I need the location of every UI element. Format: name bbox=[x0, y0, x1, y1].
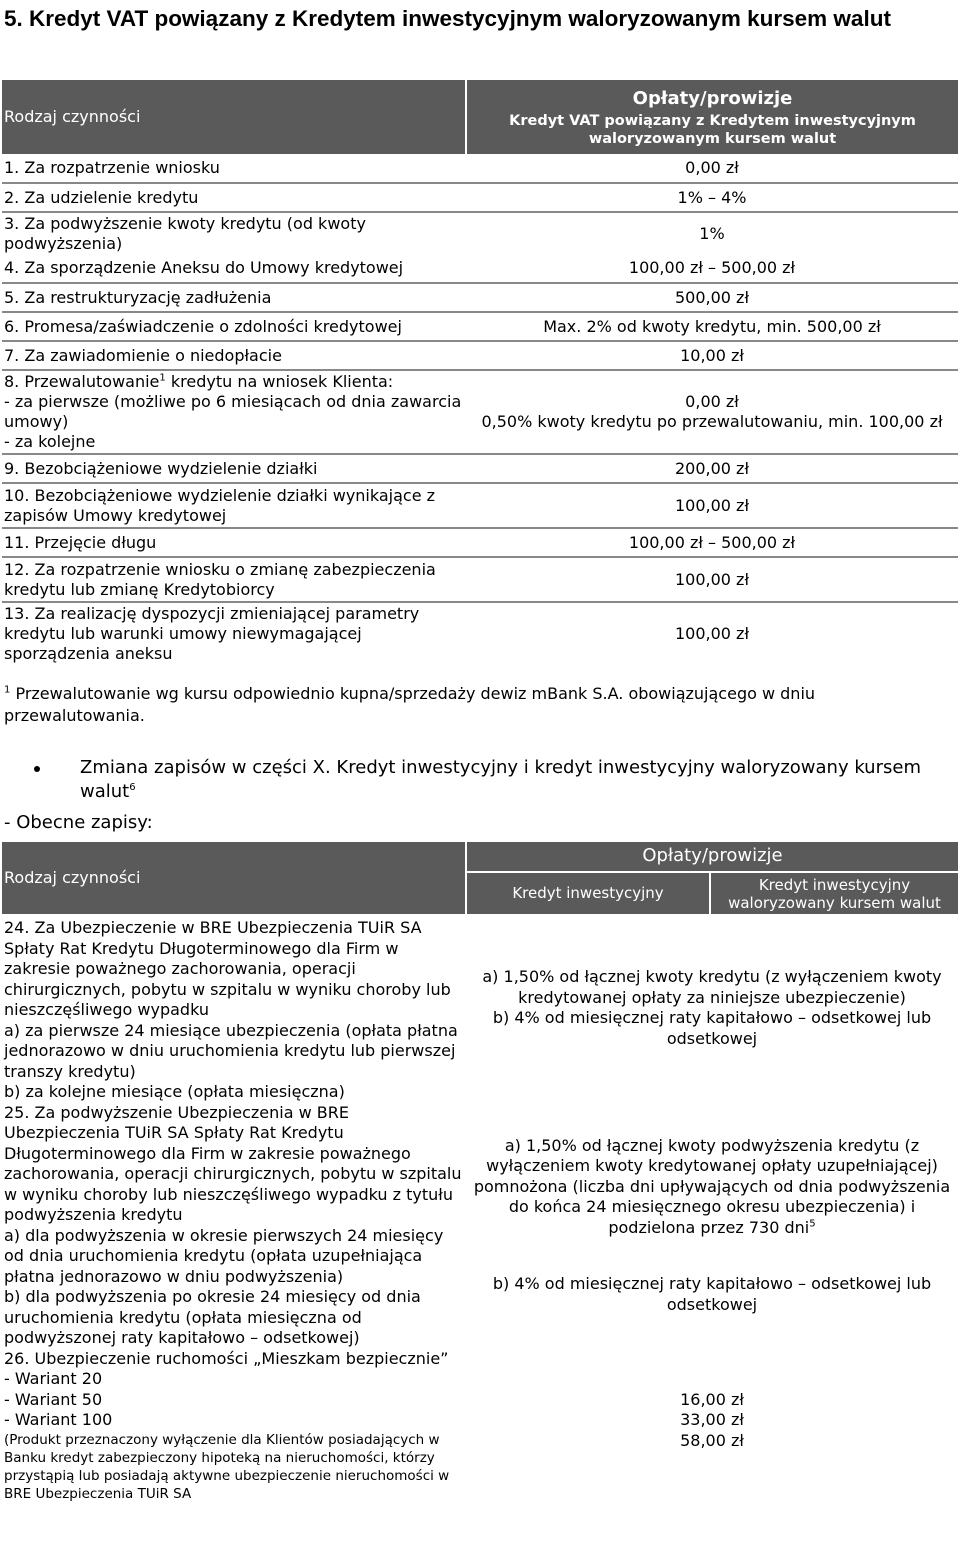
row-value bbox=[466, 370, 958, 454]
bullet-icon bbox=[34, 766, 40, 772]
footnote-ref: 5 bbox=[809, 1218, 816, 1230]
header-activity: Rodzaj czynności bbox=[4, 867, 141, 887]
bullet-footnote-ref: 6 bbox=[129, 782, 136, 793]
footnote-ref: 1 bbox=[159, 372, 166, 384]
row-value-part: 58,00 zł bbox=[680, 1430, 744, 1450]
row-label: 1. Za rozpatrzenie wniosku bbox=[4, 158, 220, 177]
header-product: Kredyt VAT powiązany z Kredytem inwestycyjnym waloryzowanym kursem walut bbox=[509, 113, 916, 147]
table-row bbox=[2, 254, 958, 283]
row-label: 9. Bezobciążeniowe wydzielenie działki bbox=[4, 458, 318, 478]
row-label-sub: b) za kolejne miesiące (opłata miesięczna) bbox=[4, 1082, 345, 1101]
row-label-main: 26. Ubezpieczenie ruchomości „Mieszkam bezpiecznie” bbox=[4, 1348, 449, 1368]
row-label: 7. Za zawiadomienie o niedopłacie bbox=[4, 345, 282, 365]
row-label: 5. Za restrukturyzację zadłużenia bbox=[4, 287, 272, 307]
table-row bbox=[2, 154, 958, 183]
row-label bbox=[2, 1349, 466, 1503]
table-row bbox=[2, 1103, 958, 1349]
table-row bbox=[2, 602, 958, 664]
row-value-part: 16,00 zł bbox=[680, 1389, 744, 1409]
row-value: 200,00 zł bbox=[674, 458, 749, 478]
row-value-part: b) 4% od miesięcznej raty kapitałowo – odsetkowej lub odsetkowej bbox=[492, 1008, 932, 1048]
footnote-number: 1 bbox=[4, 684, 11, 696]
header-fees-cell bbox=[466, 80, 958, 154]
table-row bbox=[2, 1349, 958, 1503]
table-row bbox=[2, 283, 958, 312]
row-label-part: - za pierwsze (możliwe po 6 miesiącach od dnia zawarcia umowy) bbox=[4, 392, 462, 431]
section-title: 5. Kredyt VAT powiązany z Kredytem inwestycyjnym waloryzowanym kursem walut bbox=[4, 6, 891, 31]
row-value bbox=[466, 914, 958, 1103]
table-row bbox=[2, 341, 958, 370]
table-row bbox=[2, 528, 958, 557]
bullet-text bbox=[80, 756, 955, 804]
spacer bbox=[472, 1238, 952, 1274]
row-value: 0,00 zł bbox=[685, 158, 739, 177]
table-header-row bbox=[2, 80, 958, 154]
row-note: (Produkt przeznaczony wyłączenie dla Klientów posiadających w Banku kredyt zabezpieczony hipoteką na nieruchomości, którzy przystąpią lub posiadają aktywne ubezpieczenie nieruchomości w BRE Ubezpieczenia TUiR SA bbox=[4, 1431, 450, 1502]
table-row bbox=[2, 454, 958, 483]
row-value: 1% – 4% bbox=[677, 187, 747, 207]
row-label-sub: b) dla podwyższenia po okresie 24 miesięcy od dnia uruchomienia kredytu (opłata miesięczna od podwyższonej raty kapitałowo – odsetkowej) bbox=[4, 1287, 421, 1347]
row-label: 11. Przejęcie długu bbox=[4, 532, 157, 552]
table-header-row bbox=[2, 842, 958, 872]
current-provisions-label: - Obecne zapisy: bbox=[4, 812, 153, 833]
row-label-variant: - Wariant 50 bbox=[4, 1389, 103, 1409]
table-row bbox=[2, 183, 958, 212]
bullet-text-main: Zmiana zapisów w części X. Kredyt inwestycyjny i kredyt inwestycyjny waloryzowany kursem walut bbox=[80, 757, 921, 802]
header-fees: Opłaty/prowizje bbox=[632, 88, 793, 109]
header-fees: Opłaty/prowizje bbox=[466, 842, 958, 872]
row-label-part: 8. Przewalutowanie bbox=[4, 372, 160, 391]
row-label-main: 25. Za podwyższenie Ubezpieczenia w BRE Ubezpieczenia TUiR SA Spłaty Rat Kredytu Długoterminowego dla Firm w zakresie poważnego zachorowania, operacji chirurgicznych, pobytu w szpitalu w wyniku choroby lub nieszczęśliwego wypadku z tytułu podwyższenia kredytu bbox=[4, 1102, 462, 1224]
row-label bbox=[2, 370, 466, 454]
row-value-part bbox=[472, 1136, 952, 1239]
fees-table-vat-credit bbox=[2, 80, 958, 664]
row-value-part: a) 1,50% od łącznej kwoty kredytu (z wyłączeniem kwoty kredytowanej opłaty za niniejsze ubezpieczenie) bbox=[482, 967, 942, 1007]
row-value bbox=[466, 1349, 958, 1503]
row-value: 100,00 zł – 500,00 zł bbox=[628, 532, 796, 552]
row-label-main: 24. Za Ubezpieczenie w BRE Ubezpieczenia TUiR SA Spłaty Rat Kredytu Długoterminowego dla Firm w zakresie poważnego zachorowania, operacji chirurgicznych, pobytu w szpitalu w wyniku choroby lub nieszczęśliwego wypadku bbox=[4, 918, 451, 1019]
row-value: 500,00 zł bbox=[674, 287, 749, 307]
row-label-part: kredytu na wniosek Klienta: bbox=[165, 372, 394, 391]
header-col-investment: Kredyt inwestycyjny bbox=[466, 872, 710, 914]
row-value-part: 0,50% kwoty kredytu po przewalutowaniu, min. 100,00 zł bbox=[481, 412, 943, 431]
footnote bbox=[4, 683, 954, 727]
row-value: 10,00 zł bbox=[680, 345, 744, 365]
fees-table-investment-credit bbox=[2, 842, 958, 1503]
row-value: 100,00 zł – 500,00 zł bbox=[628, 258, 796, 277]
row-label: 2. Za udzielenie kredytu bbox=[4, 187, 199, 207]
row-label: 13. Za realizację dyspozycji zmieniającej parametry kredytu lub warunki umowy niewymagającej sporządzenia aneksu bbox=[4, 603, 420, 663]
row-value: 100,00 zł bbox=[674, 569, 749, 589]
row-value-part: 0,00 zł bbox=[685, 392, 739, 411]
row-label-variant: - Wariant 100 bbox=[4, 1410, 113, 1429]
row-label: 12. Za rozpatrzenie wniosku o zmianę zabezpieczenia kredytu lub zmianę Kredytobiorcy bbox=[4, 559, 436, 599]
row-label: 3. Za podwyższenie kwoty kredytu (od kwoty podwyższenia) bbox=[4, 213, 366, 253]
row-value bbox=[466, 1103, 958, 1349]
row-label-variant: - Wariant 20 bbox=[4, 1369, 103, 1388]
table-row bbox=[2, 557, 958, 602]
row-label-sub: a) za pierwsze 24 miesiące ubezpieczenia (opłata płatna jednorazowo w dniu uruchomienia kredytu lub pierwszej transzy kredytu) bbox=[4, 1020, 458, 1081]
bullet-item bbox=[40, 756, 955, 804]
table-row bbox=[2, 914, 958, 1103]
row-value: 100,00 zł bbox=[674, 495, 749, 515]
row-label: 10. Bezobciążeniowe wydzielenie działki wynikające z zapisów Umowy kredytowej bbox=[4, 485, 436, 525]
row-label bbox=[2, 914, 466, 1103]
row-value-part: 33,00 zł bbox=[680, 1410, 744, 1429]
row-label bbox=[2, 1103, 466, 1349]
footnote-text: Przewalutowanie wg kursu odpowiednio kupna/sprzedaży dewiz mBank S.A. obowiązującego w dniu przewalutowania. bbox=[4, 684, 816, 725]
header-col-indexed: Kredyt inwestycyjny waloryzowany kursem walut bbox=[710, 872, 958, 914]
table-row bbox=[2, 370, 958, 454]
row-value: 100,00 zł bbox=[674, 623, 749, 643]
table-row bbox=[2, 212, 958, 254]
table-row bbox=[2, 483, 958, 528]
row-label: 6. Promesa/zaświadczenie o zdolności kredytowej bbox=[4, 316, 402, 336]
row-value: 1% bbox=[699, 223, 725, 243]
table-row bbox=[2, 312, 958, 341]
row-value-part: b) 4% od miesięcznej raty kapitałowo – odsetkowej lub odsetkowej bbox=[492, 1274, 932, 1314]
row-label: 4. Za sporządzenie Aneksu do Umowy kredytowej bbox=[4, 258, 404, 277]
row-value: Max. 2% od kwoty kredytu, min. 500,00 zł bbox=[543, 316, 881, 336]
header-activity: Rodzaj czynności bbox=[4, 107, 141, 126]
row-label-part: - za kolejne bbox=[4, 432, 96, 451]
row-label-sub: a) dla podwyższenia w okresie pierwszych 24 miesięcy od dnia uruchomienia kredytu (opłata uzupełniająca płatna jednorazowo w dniu podwyższenia) bbox=[4, 1225, 444, 1286]
row-value-text: a) 1,50% od łącznej kwoty podwyższenia kredytu (z wyłączeniem kwoty kredytowanej opłaty uzupełniającej) pomnożona (liczba dni upływających od dnia podwyższenia do końca 24 miesięcznego okresu ubezpieczenia) i podzielona przez 730 dni bbox=[473, 1135, 951, 1237]
